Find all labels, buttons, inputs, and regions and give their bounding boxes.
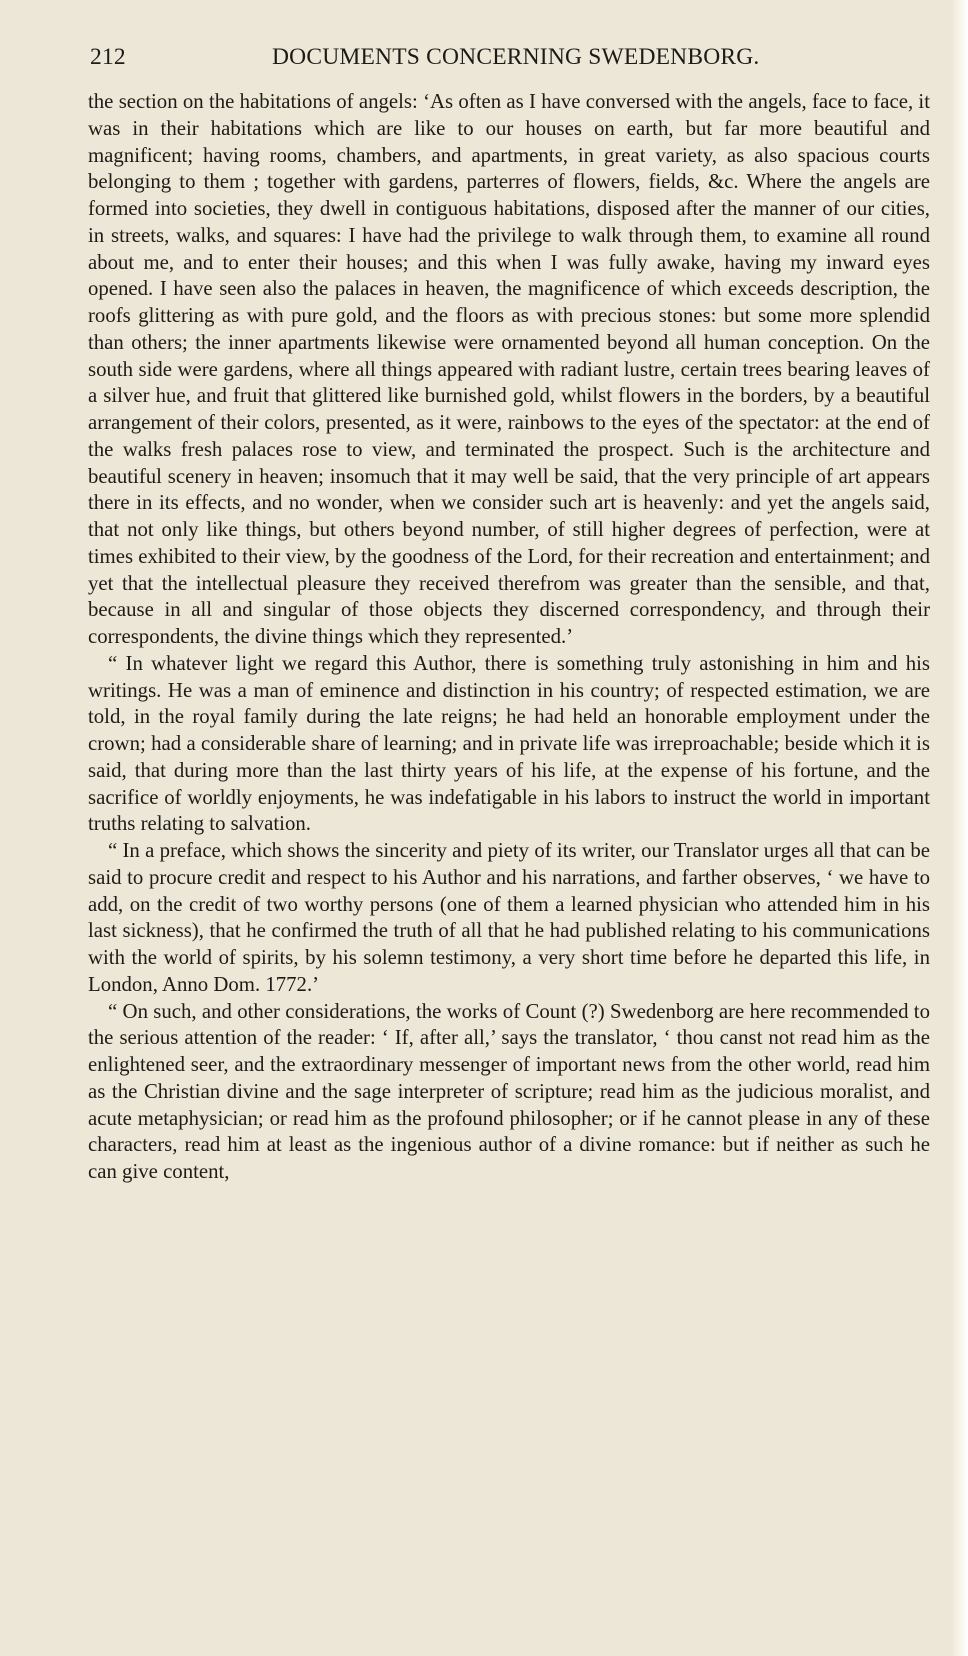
page-number: 212 bbox=[90, 44, 126, 70]
page-edge bbox=[952, 0, 968, 1656]
running-header bbox=[90, 44, 928, 78]
body-text bbox=[88, 89, 930, 1186]
paragraph: “ On such, and other considerations, the works of Count (?) Swedenborg are here recommended to the serious attention of the reader: ‘ If, after all,’ says the translator, ‘ thou canst not read him as the enlightened seer, and the extraordinary messenger of important news from the other world, read him as the Christian divine and the sage interpreter of scripture; read him as the judicious moralist, and acute metaphysician; or read him as the profound philosopher; or if he cannot please in any of these characters, read him at least as the ingenious author of a divine romance: but if neither as such he can give content, bbox=[88, 999, 930, 1183]
paragraph: “ In a preface, which shows the sincerity and piety of its writer, our Translator urges all that can be said to procure credit and respect to his Author and his narrations, and farther observes, ‘ we have to add, on the credit of two worthy persons (one of them a learned physician who attended him in his last sickness), that he confirmed the truth of all that he had published relating to his communications with the world of spirits, by his solemn testimony, a very short time before he departed this life, in London, Anno Dom. 1772.’ bbox=[88, 839, 930, 996]
paragraph: “ In whatever light we regard this Author, there is something truly astonishing in him and his writings. He was a man of eminence and distinction in his country; of respected estimation, we are told, in the royal family during the late reigns; he had held an honorable employment under the crown; had a considerable share of learning; and in private life was irreproachable; beside which it is said, that during more than the last thirty years of his life, at the expense of his fortune, and the sacrifice of worldly enjoyments, he was indefatigable in his labors to instruct the world in important truths relating to salvation. bbox=[88, 651, 930, 836]
running-title: DOCUMENTS CONCERNING SWEDENBORG. bbox=[272, 44, 760, 70]
paragraph-continuation: the section on the habitations of angels: ‘As often as I have conversed with the angels, face to face, it was in their habitations which are like to our houses on earth, but far more beautiful and magnificent; having rooms, chambers, and apartments, in great variety, as also spacious courts belonging to them ; together with gardens, parterres of flowers, fields, &c. Where the angels are formed into societies, they dwell in contiguous habitations, disposed after the manner of our cities, in streets, walks, and squares: I have had the privilege to walk through them, to examine all round about me, and to enter their houses; and this when I was fully awake, having my inward eyes opened. I have seen also the palaces in heaven, the magnificence of which exceeds description, the roofs glittering as with pure gold, and the floors as with precious stones: but some more splendid than others; the inner apartments likewise were ornamented beyond all human conception. On the south side were gardens, where all things appeared with radiant lustre, certain trees bearing leaves of a silver hue, and fruit that glittered like burnished gold, whilst flowers in the borders, by a beautiful arrangement of their colors, presented, as it were, rainbows to the eyes of the spectator: at the end of the walks fresh palaces rose to view, and terminated the prospect. Such is the architecture and beautiful scenery in heaven; insomuch that it may well be said, that the very principle of art appears there in its effects, and no wonder, when we consider such art is heavenly: and yet the angels said, that not only like things, but others beyond number, of still higher degrees of perfection, were at times exhibited to their view, by the goodness of the Lord, for their recreation and entertainment; and yet that the intellectual pleasure they received therefrom was greater than the sensible, and that, because in all and singular of those objects they discerned correspondency, and through their correspondents, the divine things which they represented.’ bbox=[88, 90, 930, 648]
